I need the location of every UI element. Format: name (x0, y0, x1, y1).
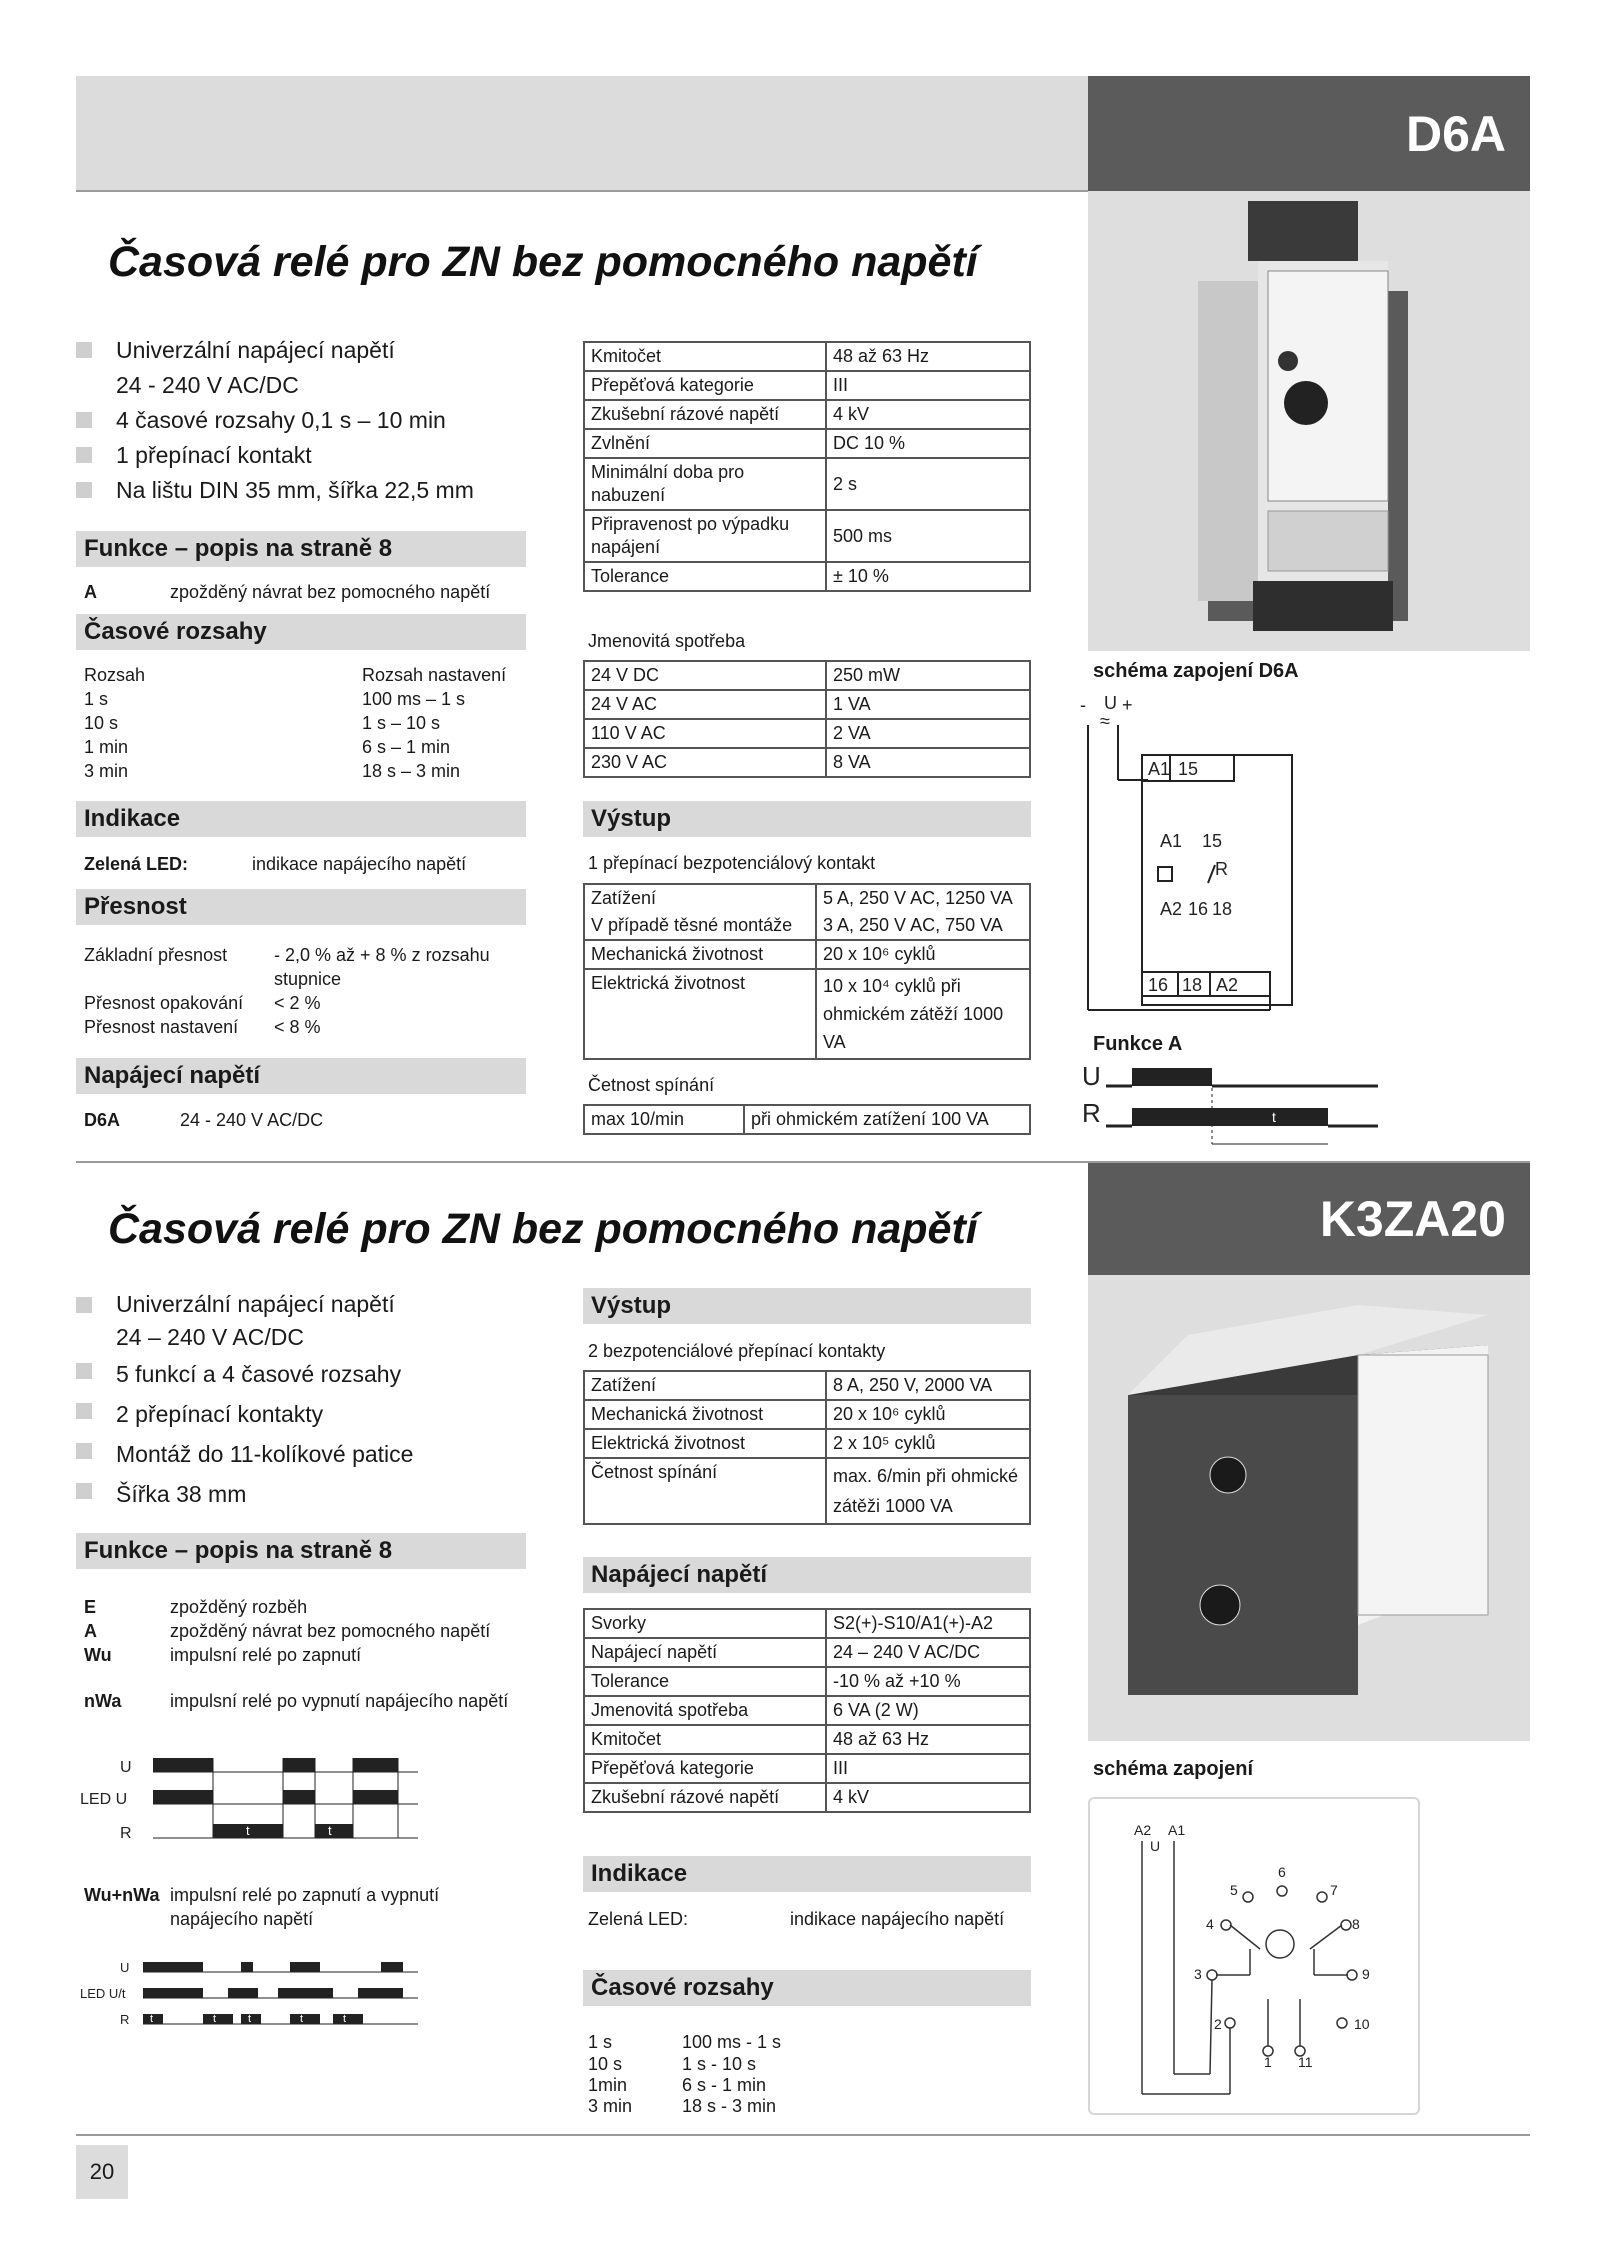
svg-text:t: t (150, 2013, 154, 2025)
svg-text:18: 18 (1212, 899, 1233, 919)
product-photo-d6a (1088, 191, 1530, 651)
section-header-funkce: Funkce – popis na straně 8 (76, 531, 526, 567)
ac-label: ≈ (1100, 711, 1110, 731)
svg-text:A1: A1 (1168, 1822, 1186, 1838)
schema-label-d6a: schéma zapojení D6A (1093, 660, 1299, 682)
minus-label: - (1080, 695, 1086, 715)
svg-text:5: 5 (1230, 1882, 1238, 1898)
footer-rule (76, 2134, 1530, 2136)
indikace-row-k3za20: Zelená LED: indikace napájecího napětí (588, 1909, 1005, 1929)
svg-text:3: 3 (1194, 1966, 1202, 1982)
svg-text:LED U: LED U (80, 1791, 128, 1808)
plus-label: + (1122, 695, 1133, 715)
funkce-a-label: Funkce A (1093, 1033, 1183, 1055)
product-code-k3za20: K3ZA20 (1088, 1163, 1530, 1275)
feature-item: Univerzální napájecí napětí 24 - 240 V AC/DC (76, 333, 526, 403)
section-header-indikace: Indikace (76, 801, 526, 837)
feature-item: Univerzální napájecí napětí 24 – 240 V AC/DC (76, 1288, 526, 1354)
funkce-list-k3za20: E zpožděný rozběh A zpožděný návrat bez pomocného napětí Wu impulsní relé po zapnutí (84, 1597, 491, 1665)
svg-text:R: R (1082, 1098, 1101, 1128)
section-header-indikace-k3za20: Indikace (583, 1856, 1031, 1892)
funkce-row: A zpožděný návrat bez pomocného napětí (84, 582, 491, 602)
product-code-d6a: D6A (1088, 76, 1530, 191)
svg-text:t: t (300, 2013, 304, 2025)
header-rule (76, 190, 1088, 192)
svg-text:R: R (120, 2012, 130, 2027)
svg-text:t: t (1272, 1109, 1276, 1125)
svg-text:7: 7 (1330, 1882, 1338, 1898)
funkce-nwa: nWa impulsní relé po vypnutí napájecího napětí (84, 1691, 509, 1711)
presnost-table: Základní přesnost - 2,0 % až + 8 % z rozsahu stupnice Přesnost opakování < 2 % Přesnost nastavení < 8 % (84, 945, 490, 1037)
svg-text:6: 6 (1278, 1864, 1286, 1880)
feature-item: Šířka 38 mm (76, 1474, 526, 1514)
svg-text:U: U (1082, 1061, 1101, 1091)
vystup-note-k3za20: 2 bezpotenciálové přepínací kontakty (588, 1341, 886, 1361)
svg-text:t: t (248, 2013, 252, 2025)
svg-text:t: t (328, 1823, 332, 1838)
cetnost-label: Četnost spínání (588, 1075, 715, 1095)
svg-text:8: 8 (1352, 1916, 1360, 1932)
svg-text:11: 11 (1298, 2054, 1313, 2070)
svg-text:2: 2 (1214, 2016, 1222, 2032)
section-header-vystup-d6a: Výstup (583, 801, 1031, 837)
feature-item: 5 funkcí a 4 časové rozsahy (76, 1354, 526, 1394)
vystup-note-d6a: 1 přepínací bezpotenciálový kontakt (588, 853, 876, 873)
napajeci-row: D6A 24 - 240 V AC/DC (84, 1110, 324, 1130)
feature-list-d6a (76, 333, 526, 508)
spec-table-d6a: Kmitočet 48 až 63 Hz Přepěťová kategorie III Zkušební rázové napětí 4 kV Zvlnění DC 10 % Minimální doba pro nabuzení 2 s Připravenost po výpadku napájení 500 ms Tolerance ± 10 % (583, 341, 1031, 592)
ranges-table-d6a: Rozsah Rozsah nastavení 1 s 100 ms – 1 s 10 s 1 s – 10 s 1 min 6 s – 1 min 3 min 18 s – 3 min (84, 665, 507, 781)
svg-text:A2: A2 (1216, 975, 1239, 995)
schema-label-k3za20: schéma zapojení (1093, 1758, 1254, 1780)
svg-text:U: U (1150, 1838, 1161, 1854)
svg-text:LED U/t: LED U/t (80, 1986, 126, 2001)
section-header-napajeci-k3za20: Napájecí napětí (583, 1557, 1031, 1593)
feature-item: 2 přepínací kontakty (76, 1394, 526, 1434)
svg-text:A1: A1 (1160, 831, 1183, 851)
svg-text:18: 18 (1182, 975, 1203, 995)
svg-text:15: 15 (1202, 831, 1223, 851)
pin-diagram-k3za20 (1088, 1797, 1420, 2115)
svg-text:R: R (1215, 859, 1228, 879)
svg-text:9: 9 (1362, 1966, 1370, 1982)
svg-text:t: t (246, 1823, 250, 1838)
feature-list-k3za20 (76, 1288, 526, 1514)
header-band (76, 76, 1088, 191)
page-number: 20 (76, 2145, 128, 2199)
section-header-vystup-k3za20: Výstup (583, 1288, 1031, 1324)
napajeci-table-k3za20: Svorky S2(+)-S10/A1(+)-A2 Napájecí napětí 24 – 240 V AC/DC Tolerance -10 % až +10 % Jmenovitá spotřeba 6 VA (2 W) Kmitočet 48 až 63 Hz Přepěťová kategorie III Zkušební rázové napětí 4 kV (583, 1608, 1031, 1813)
svg-text:R: R (120, 1825, 132, 1842)
funkce-wunwa: Wu+nWa impulsní relé po zapnutí a vypnutí napájecího napětí (84, 1885, 440, 1929)
svg-text:U: U (120, 1960, 130, 1975)
u-label: U (1104, 695, 1117, 713)
svg-text:10: 10 (1354, 2016, 1370, 2032)
section-header-napajeci: Napájecí napětí (76, 1058, 526, 1094)
ranges-table-k3za20: 1 s 100 ms - 1 s 10 s 1 s - 10 s 1min 6 s - 1 min 3 min 18 s - 3 min (588, 2032, 782, 2116)
svg-text:1: 1 (1264, 2054, 1272, 2070)
feature-item: Na lištu DIN 35 mm, šířka 22,5 mm (76, 473, 526, 508)
svg-text:U: U (120, 1759, 132, 1776)
feature-item: 1 přepínací kontakt (76, 438, 526, 473)
section-header-presnost: Přesnost (76, 889, 526, 925)
svg-text:4: 4 (1206, 1916, 1214, 1932)
section-title-d6a: Časová relé pro ZN bez pomocného napětí (108, 238, 978, 286)
vystup-table-k3za20: Zatížení 8 A, 250 V, 2000 VA Mechanická životnost 20 x 10⁶ cyklů Elektrická životnost 2 x 10⁵ cyklů Četnost spínání max. 6/min při ohmické zátěži 1000 VA (583, 1370, 1031, 1525)
feature-item: 4 časové rozsahy 0,1 s – 10 min (76, 403, 526, 438)
product-photo-k3za20 (1088, 1275, 1530, 1741)
svg-text:t: t (343, 2013, 347, 2025)
feature-item: Montáž do 11-kolíkové patice (76, 1434, 526, 1474)
svg-text:A2: A2 (1160, 899, 1183, 919)
svg-text:t: t (213, 2013, 217, 2025)
cetnost-table: max 10/min při ohmickém zatížení 100 VA (583, 1104, 1031, 1135)
timing-diagram-wunwa (78, 1958, 438, 2038)
spotreba-table: 24 V DC 250 mW 24 V AC 1 VA 110 V AC 2 VA 230 V AC 8 VA (583, 660, 1031, 778)
vystup-table-d6a: Zatížení 5 A, 250 V AC, 1250 VA V případě těsné montáže 3 A, 250 V AC, 750 VA Mechanická životnost 20 x 10⁶ cyklů Elektrická životnost 10 x 10⁴ cyklů při ohmickém zátěží 1000 VA (583, 883, 1031, 1060)
section-header-rozsahy: Časové rozsahy (76, 614, 526, 650)
svg-text:15: 15 (1178, 759, 1199, 779)
svg-text:16: 16 (1148, 975, 1169, 995)
section-header-rozsahy-k3za20: Časové rozsahy (583, 1970, 1031, 2006)
svg-text:A1: A1 (1148, 759, 1171, 779)
spotreba-label: Jmenovitá spotřeba (588, 631, 746, 651)
timing-diagram-d6a (1082, 1060, 1392, 1155)
indikace-row: Zelená LED: indikace napájecího napětí (84, 854, 467, 874)
svg-text:A2: A2 (1134, 1822, 1152, 1838)
svg-text:16: 16 (1188, 899, 1209, 919)
wiring-diagram-d6a (1080, 695, 1310, 1025)
timing-diagram-nwa (78, 1748, 438, 1848)
section-title-k3za20: Časová relé pro ZN bez pomocného napětí (108, 1205, 978, 1253)
section-header-funkce-k3za20: Funkce – popis na straně 8 (76, 1533, 526, 1569)
